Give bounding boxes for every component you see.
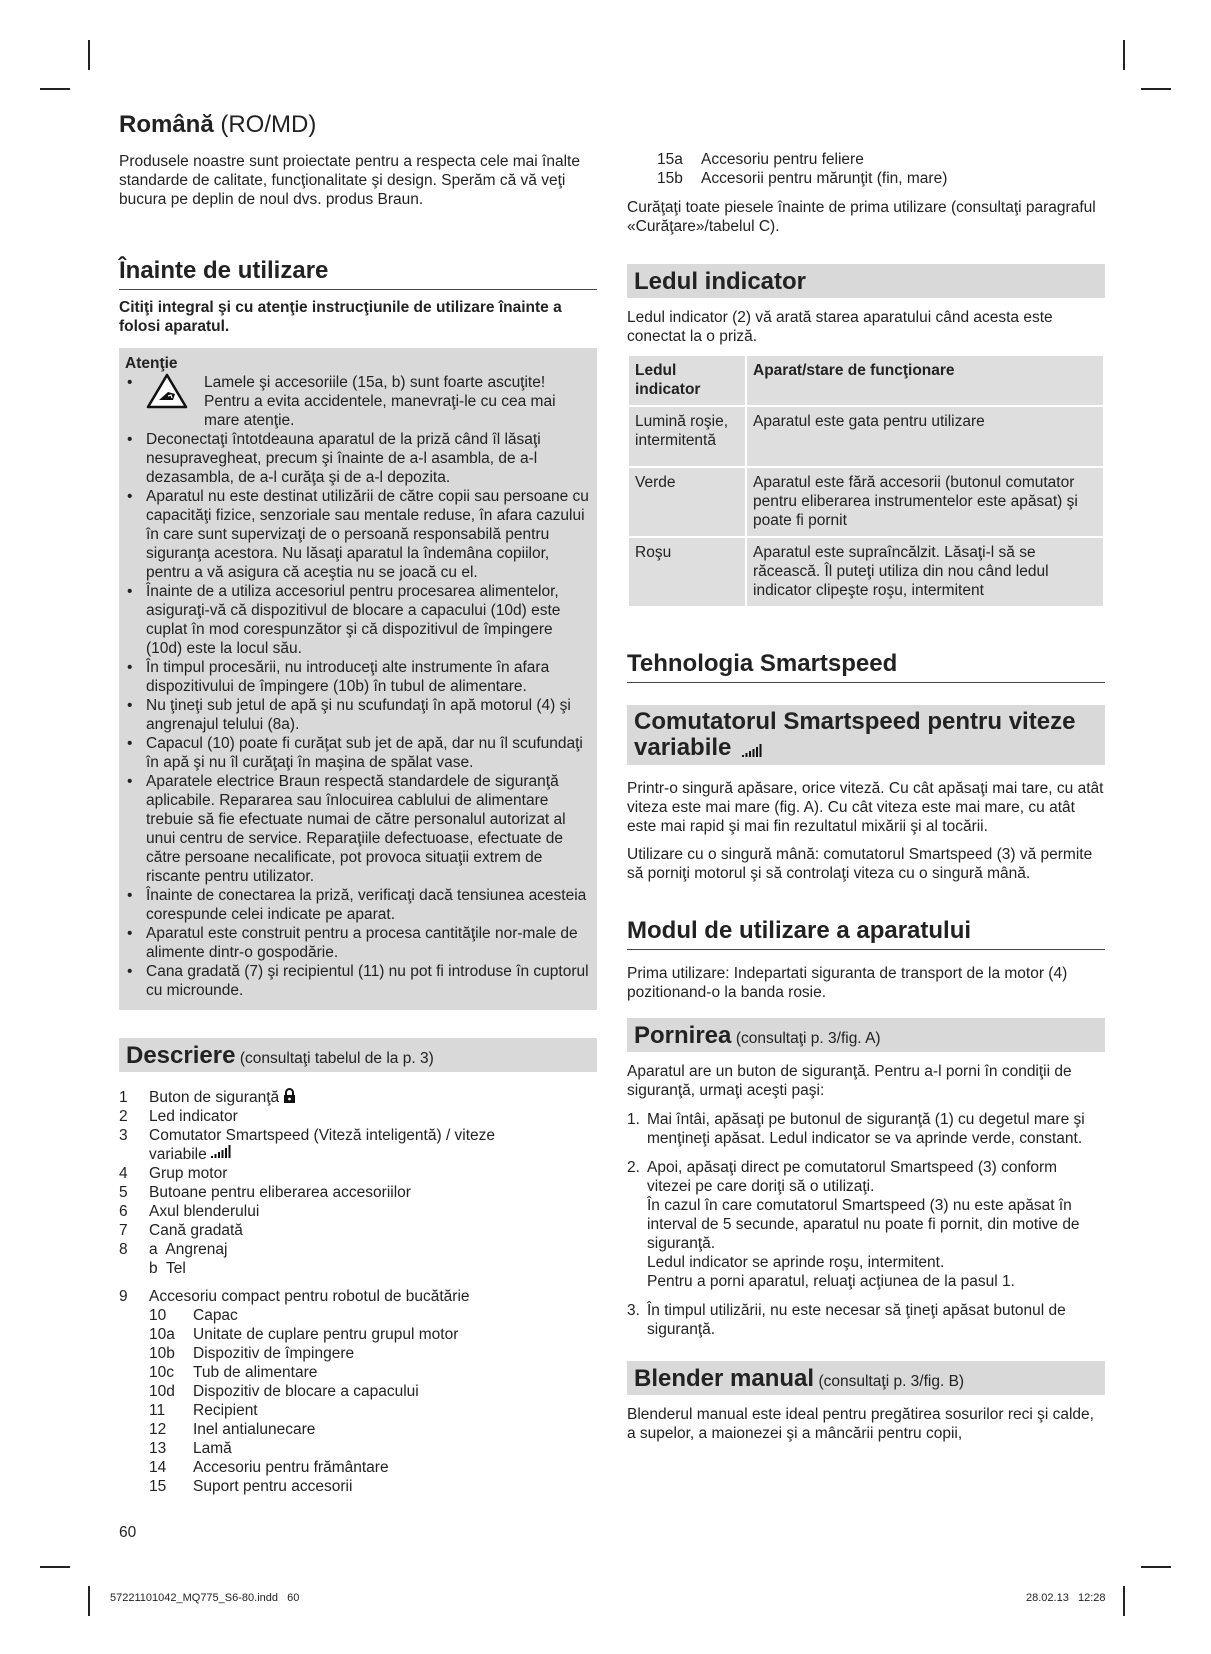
list-item: 15b Accesorii pentru mărunţit (fin, mare) <box>657 170 948 187</box>
blender-title: Blender manual <box>634 1365 815 1392</box>
parts-list-continued <box>627 150 1105 188</box>
warning-text: • Lamele şi accesoriile (15a, b) sunt foarte ascuţite! Pentru a evita accidentele, manevraţi-le cu cea mai mare atenţie. <box>204 374 556 429</box>
usage-heading: Modul de utilizare a aparatului <box>627 917 1105 950</box>
table-row <box>628 406 1104 467</box>
list-item: 10d Dispozitiv de blocare a capacului <box>149 1383 419 1400</box>
clean-note: Curăţaţi toate piesele înainte de prima utilizare (consultaţi paragraful «Curăţare»/tabelul C). <box>627 199 1096 235</box>
crop-mark <box>40 88 70 90</box>
blender-heading <box>627 1361 1105 1395</box>
table-row <box>628 537 1104 607</box>
description-subtitle: (consultaţi tabelul de la p. 3) <box>239 1050 434 1067</box>
list-item: 10c Tub de alimentare <box>149 1364 318 1381</box>
list-item: 10b Dispozitiv de împingere <box>149 1345 355 1362</box>
table-cell: Aparatul este supraîncălzit. Lăsaţi-l să se răcească. Îl puteţi utiliza din nou când ledul indicator clipeşte roşu, intermitent <box>746 537 1104 607</box>
crop-mark <box>1141 1566 1171 1568</box>
warning-item: • Capacul (10) poate fi curăţat sub jet de apă, dar nu îl scufundaţi în apă şi nu îl curăţaţi în maşina de spălat vase. <box>125 734 591 772</box>
table-cell: Aparatul este fără accesorii (butonul comutator pentru eliberarea instrumentelor este apăsat) şi poate fi pornit <box>746 467 1104 537</box>
list-item: 15 Suport pentru accesorii <box>149 1478 353 1495</box>
table-cell: Roşu <box>628 537 746 607</box>
before-use-heading: Înainte de utilizare <box>119 257 597 290</box>
list-item: 14 Accesoriu pentru frământare <box>149 1459 389 1476</box>
step-item: 3. În timpul utilizării, nu este necesar să ţineţi apăsat butonul de siguranţă. <box>627 1302 1066 1338</box>
list-item: 1 Buton de siguranţă <box>119 1088 597 1107</box>
warning-item: • Aparatele electrice Braun respectă standardele de siguranţă aplicabile. Repararea sau înlocuirea cablului de alimentare trebuie să fie efectuate numai de către personalul autorizat al unui centru de service. Reparaţiile defectuoase, efectuate de către persoane necalificate, pot provoca situaţii extrem de riscante pentru utilizator. <box>125 772 591 886</box>
table-row <box>628 467 1104 537</box>
crop-mark <box>1123 1586 1125 1616</box>
start-subtitle: (consultaţi p. 3/fig. A) <box>735 1030 881 1047</box>
list-item: 6 Axul blenderului <box>119 1203 260 1220</box>
led-table <box>627 354 1105 608</box>
step-item: 2. Apoi, apăsaţi direct pe comutatorul Smartspeed (3) conform vitezei pe care doriţi să o utilizaţi. În cazul în care comutatorul Smartspeed (3) nu este apăsat în interval de 5 secunde, aparatul nu poate fi pornit, din motive de siguranţă. Ledul indicator se aprinde roşu, intermitent. Pentru a porni aparatul, reluaţi acţiunea de la pasul 1. <box>627 1159 1080 1290</box>
start-steps <box>627 1110 1105 1339</box>
page-number: 60 <box>119 1524 137 1541</box>
warning-item: • Aparatul este construit pentru a procesa cantităţile nor-male de alimente dintr-o gospodărie. <box>125 924 591 962</box>
list-item: 8 a Angrenaj <box>119 1241 228 1258</box>
warning-item: • Deconectaţi întotdeauna aparatul de la priză când îl lăsaţi nesupravegheat, precum şi înainte de a-l asambla, de a-l dezasambla, de a-l curăţa şi de a-l depozita. <box>125 430 591 487</box>
attention-box <box>119 348 597 1010</box>
left-column <box>119 110 597 1496</box>
list-item: 11 Recipient <box>149 1402 258 1419</box>
description-heading <box>119 1038 597 1072</box>
list-item: 10 Capac <box>149 1307 238 1324</box>
list-item: 2 Led indicator <box>119 1108 238 1125</box>
crop-mark <box>88 1586 90 1616</box>
table-header-row <box>628 355 1104 406</box>
table-cell: Lumină roşie, intermitentă <box>628 406 746 467</box>
speed-bars-icon <box>742 744 762 757</box>
crop-mark <box>1123 40 1125 70</box>
right-column <box>627 150 1105 1443</box>
crop-mark <box>40 1566 70 1568</box>
step-item: 1. Mai întâi, apăsaţi pe butonul de siguranţă (1) cu degetul mare şi menţineţi apăsat. Ledul indicator se va aprinde verde, constant. <box>627 1111 1085 1147</box>
list-item: 10a Unitate de cuplare pentru grupul motor <box>149 1326 459 1343</box>
footer-file-info: 57221101042_MQ775_S6-80.indd 60 <box>110 1592 300 1604</box>
parts-list <box>119 1088 597 1496</box>
intro-text: Produsele noastre sunt proiectate pentru a respecta cele mai înalte standarde de calitate, funcţionalitate şi design. Sperăm că vă veţi bucura pe deplin de noul dvs. produs Braun. <box>119 153 580 208</box>
warning-item: • Nu ţineţi sub jetul de apă şi nu scufundaţi în apă motorul (4) şi angrenajul telului (8a). <box>125 696 591 734</box>
led-heading <box>627 264 1105 298</box>
warning-list <box>125 373 591 1000</box>
warning-item: • În timpul procesării, nu introduceţi alte instrumente în afara dispozitivului de împingere (10b) în tubul de alimentare. <box>125 658 591 696</box>
blender-subtitle: (consultaţi p. 3/fig. B) <box>818 1373 965 1390</box>
sharp-blade-warning-icon <box>146 373 188 409</box>
switch-title: Comutatorul Smartspeed pentru viteze variabile <box>634 708 1076 761</box>
table-header-cell: Aparat/stare de funcţionare <box>746 355 1104 406</box>
description-title: Descriere <box>126 1042 236 1069</box>
warning-item: • Aparatul nu este destinat utilizării de către copii sau persoane cu capacităţi fizice, senzoriale sau mentale reduse, în afara cazului în care sunt supervizaţi de o persoană responsabilă pentru siguranţa acestora. Nu lăsaţi aparatul la îndemâna copiilor, pentru a vă asigura că aceştia nu se joacă cu el. <box>125 487 591 582</box>
switch-paragraph: Printr-o singură apăsare, orice viteză. Cu cât apăsaţi mai tare, cu atât viteza este mai mare (fig. A). Cu cât viteza este mai mare, cu atât este mai rapid şi mai fin rezultatul mixării şi al tocării. <box>627 780 1104 835</box>
list-item: 3 Comutator Smartspeed (Viteză inteligentă) / viteze <box>119 1127 496 1144</box>
language-heading <box>119 110 597 140</box>
list-item: 15a Accesoriu pentru feliere <box>657 151 864 168</box>
list-item: 4 Grup motor <box>119 1165 228 1182</box>
table-cell: Verde <box>628 467 746 537</box>
list-item: 12 Inel antialunecare <box>149 1421 316 1438</box>
list-item: 9 Accesoriu compact pentru robotul de bucătărie <box>119 1288 470 1305</box>
start-title: Pornirea <box>634 1022 732 1049</box>
list-item: 13 Lamă <box>149 1440 232 1457</box>
before-use-lead: Citiţi integral şi cu atenţie instrucţiunile de utilizare înainte a folosi aparatul. <box>119 299 562 335</box>
warning-item: • Înainte de conectarea la priză, verificaţi dacă tensiunea acesteia corespunde celei indicate pe aparat. <box>125 886 591 924</box>
table-header-cell: Ledul indicator <box>628 355 746 406</box>
warning-item: • Cana gradată (7) şi recipientul (11) nu pot fi introduse în cuptorul cu microunde. <box>125 962 591 1000</box>
start-heading <box>627 1018 1105 1052</box>
list-item: 5 Butoane pentru eliberarea accesoriilor <box>119 1184 411 1201</box>
list-item: variabile <box>119 1145 597 1164</box>
led-title: Ledul indicator <box>634 268 807 295</box>
blender-text: Blenderul manual este ideal pentru pregătirea sosurilor reci şi calde, a supelor, a maionezei şi a mâncării pentru copii, <box>627 1406 1094 1442</box>
led-intro: Ledul indicator (2) vă arată starea aparatului când acesta este conectat la o priză. <box>627 309 1053 345</box>
lock-icon <box>283 1088 296 1103</box>
crop-mark <box>1141 88 1171 90</box>
list-item: b Tel <box>149 1260 186 1277</box>
language-code: (RO/MD) <box>220 111 317 138</box>
attention-label: Atenţie <box>125 355 178 372</box>
crop-mark <box>88 40 90 70</box>
usage-text: Prima utilizare: Indepartati siguranta de transport de la motor (4) pozitionand-o la banda rosie. <box>627 965 1068 1001</box>
speed-bars-icon <box>211 1145 231 1158</box>
footer-date: 28.02.13 12:28 <box>1026 1592 1106 1604</box>
switch-heading <box>627 705 1105 765</box>
warning-item: • Înainte de a utiliza accesoriul pentru procesarea alimentelor, asiguraţi-vă că dispozitivul de blocare a capacului (10d) este cuplat în mod corespunzător şi că dispozitivul de împingere (10d) este la locul său. <box>125 582 591 658</box>
switch-paragraph: Utilizare cu o singură mână: comutatorul Smartspeed (3) vă permite să porniţi motorul şi să controlaţi viteza cu o singură mână. <box>627 846 1093 882</box>
table-cell: Aparatul este gata pentru utilizare <box>746 406 1104 467</box>
language-title: Română <box>119 111 214 138</box>
smartspeed-heading: Tehnologia Smartspeed <box>627 650 1105 683</box>
list-item: 7 Cană gradată <box>119 1222 243 1239</box>
warning-item <box>125 373 591 430</box>
start-intro: Aparatul are un buton de siguranţă. Pentru a-l porni în condiţii de siguranţă, urmaţi aceşti paşi: <box>627 1063 1072 1099</box>
